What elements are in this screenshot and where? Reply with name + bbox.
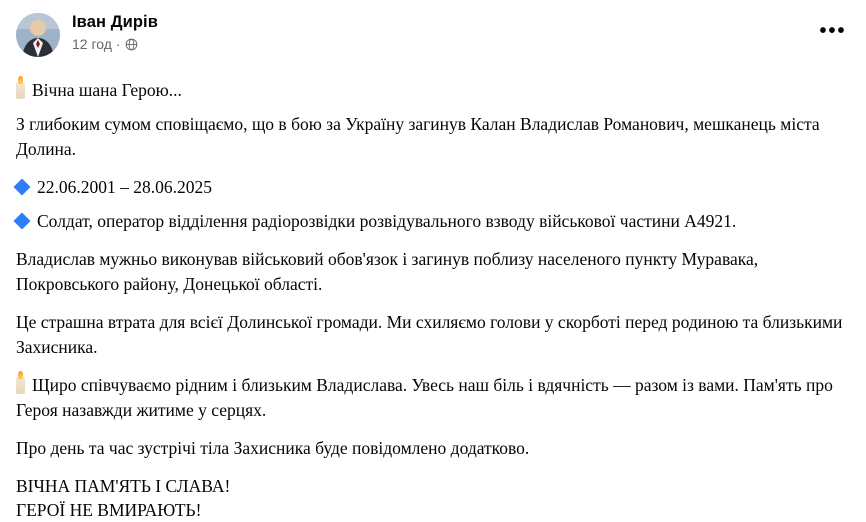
paragraph-text: З глибоким сумом сповіщаємо, що в бою за Україну загинув Калан Владислав Романович, мешканець міста Долина.: [16, 114, 820, 159]
closing-line: ГЕРОЇ НЕ ВМИРАЮТЬ!: [16, 500, 202, 520]
paragraph-text: Вічна шана Герою...: [32, 80, 182, 100]
post-paragraph: [16, 373, 850, 423]
blue-diamond-icon: [14, 179, 31, 196]
post-header-text: [72, 12, 816, 53]
candle-icon: [16, 82, 25, 99]
post-paragraph: [16, 310, 850, 360]
post-timestamp[interactable]: 12 год: [72, 36, 112, 52]
avatar[interactable]: [16, 13, 60, 57]
post-paragraph: [16, 175, 850, 200]
post-paragraph: [16, 112, 850, 162]
author-name[interactable]: Іван Дирів: [72, 13, 158, 31]
meta-separator: ·: [115, 36, 121, 52]
paragraph-text: Про день та час зустрічі тіла Захисника буде повідомлено додатково.: [16, 438, 530, 458]
paragraph-text: Це страшна втрата для всієї Долинської громади. Ми схиляємо голови у скорботі перед родиною та близькими Захисника.: [16, 312, 843, 357]
blue-diamond-icon: [14, 213, 31, 230]
post-header: [16, 12, 850, 68]
post-paragraph: [16, 78, 850, 103]
post-meta: [72, 36, 816, 53]
post-paragraph: [16, 209, 850, 234]
paragraph-text: Щиро співчуваємо рідним і близьким Владислава. Увесь наш біль і вдячність — разом із вами. Пам'ять про Героя назавжди житиме у серцях.: [16, 375, 833, 420]
paragraph-text: Солдат, оператор відділення радіорозвідки розвідувального взводу військової частини А4921.: [37, 211, 737, 231]
candle-icon: [16, 377, 25, 394]
post-closing-lines: [16, 474, 850, 522]
paragraph-text: 22.06.2001 – 28.06.2025: [37, 177, 212, 197]
post-paragraph: [16, 436, 850, 461]
paragraph-text: Владислав мужньо виконував військовий обов'язок і загинув поблизу населеного пункту Муравака, Покровського району, Донецької області.: [16, 249, 759, 294]
globe-icon[interactable]: [125, 38, 138, 51]
closing-line: ВІЧНА ПАМ'ЯТЬ І СЛАВА!: [16, 476, 231, 496]
post-options-menu-icon[interactable]: •••: [819, 20, 847, 42]
post-paragraph: [16, 247, 850, 297]
post-body: [16, 78, 850, 522]
